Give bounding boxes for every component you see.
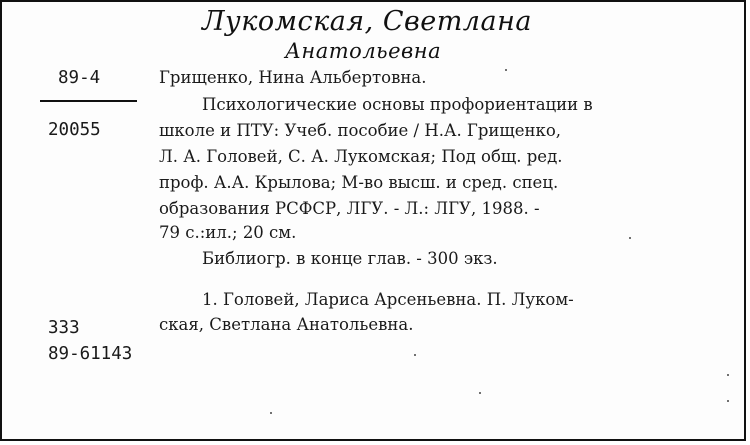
description-line: образования РСФСР, ЛГУ. - Л.: ЛГУ, 1988. - [159,199,540,218]
description-line: Л. А. Головей, С. А. Лукомская; Под общ. ред. [159,147,563,166]
inventory-number: 20055 [48,120,101,140]
tracing-line: 1. Головей, Лариса Арсеньевна. П. Луком- [202,290,574,309]
description-line: школе и ПТУ: Учеб. пособие / Н.А. Грищенко, [159,121,562,140]
description-line: проф. А.А. Крылова; М-во высш. и сред. спец. [159,173,559,192]
speck [479,392,481,394]
speck [505,69,507,71]
speck [414,354,416,356]
speck [727,400,729,402]
main-entry-author: Грищенко, Нина Альбертовна. [159,68,427,87]
physical-description: 79 с.:ил.; 20 см. [159,223,297,242]
tracing-line: ская, Светлана Анатольевна. [159,315,414,334]
record-number: 89-61143 [48,344,133,364]
title-line: Психологические основы профориентации в [202,95,593,114]
call-number: 89-4 [58,68,101,88]
call-number-divider [40,100,137,102]
speck [727,374,729,376]
handwritten-author-patronymic: Анатольевна [285,39,442,63]
bibliography-note: Библиогр. в конце глав. - 300 экз. [202,249,498,268]
speck [629,237,631,239]
classification-code: 333 [48,318,80,338]
handwritten-author-name: Лукомская, Светлана [202,6,532,37]
speck [270,412,272,414]
